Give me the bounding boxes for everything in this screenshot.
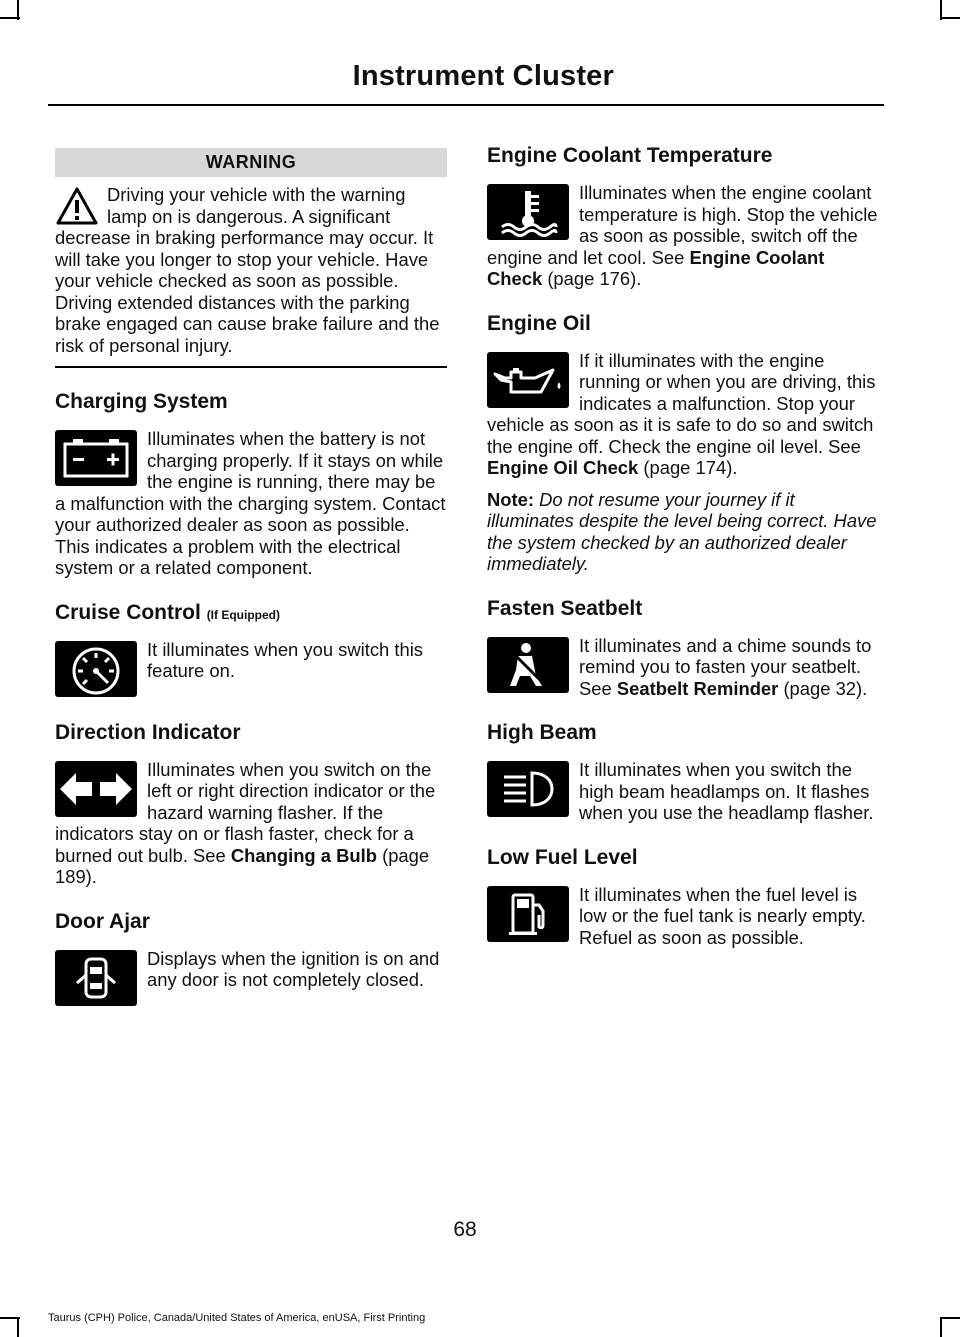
- section-fasten-seatbelt: [487, 597, 879, 700]
- crop-mark: [17, 1317, 19, 1337]
- right-column: [487, 144, 879, 948]
- warning-label: WARNING: [55, 148, 447, 177]
- coolant-thermometer-icon: [487, 184, 569, 240]
- speedometer-icon: [55, 641, 137, 697]
- section-text: It illuminates when the fuel level is low or the fuel tank is nearly empty. Refuel as soon as possible.: [579, 883, 866, 948]
- section-text: If it illuminates with the engine running or when you are driving, this indicates a malfunction. Stop your vehicle as soon as it is safe to do so and switch the engine off. Check the engine oil level. See: [487, 349, 876, 457]
- left-column: [55, 148, 447, 1008]
- section-title: Direction Indicator: [55, 720, 241, 744]
- section-engine-oil: [487, 312, 879, 575]
- crop-mark: [940, 17, 960, 19]
- crop-mark: [940, 1317, 942, 1337]
- door-ajar-icon: [55, 950, 137, 1006]
- page-reference: (page 176).: [542, 268, 642, 289]
- section-high-beam: [487, 721, 879, 824]
- page-reference: (page 32).: [778, 677, 868, 699]
- section-engine-coolant-temperature: [487, 144, 879, 290]
- section-text: Illuminates when the engine coolant temperature is high. Stop the vehicle as soon as possible, switch off the engine and let cool. See: [487, 182, 878, 268]
- warning-box: [55, 184, 447, 356]
- section-text: Illuminates when the battery is not charging properly. If it stays on while the engine is running, there may be a malfunction with the charging system. Contact your authorized dealer as soon as possible. This indicates a problem with the electrical system or a related component.: [55, 428, 446, 578]
- fuel-pump-icon: [487, 886, 569, 942]
- section-title-text: Cruise Control: [55, 600, 201, 624]
- high-beam-icon: [487, 761, 569, 817]
- page-title: Instrument Cluster: [352, 60, 614, 92]
- header-rule: [48, 104, 884, 106]
- note-text: Do not resume your journey if it illuminates despite the level being correct. Have the system checked by an authorized dealer immediately.: [487, 488, 877, 574]
- section-title: Charging System: [55, 390, 228, 413]
- section-text: It illuminates when you switch this feature on.: [147, 638, 423, 681]
- section-door-ajar: [55, 910, 447, 1008]
- warning-text: Driving your vehicle with the warning lamp on is dangerous. A significant decrease in braking performance may occur. It will take you longer to stop your vehicle. Have your vehicle checked as soon as possible. Driving extended distances with the parking brake engaged can cause brake failure and the risk of personal injury.: [55, 184, 440, 356]
- crop-mark: [0, 17, 20, 19]
- note-label: Note:: [487, 488, 534, 510]
- battery-icon: [55, 430, 137, 486]
- cross-reference-link[interactable]: Engine Coolant Check: [487, 246, 825, 289]
- page-reference: (page 189).: [55, 844, 430, 887]
- section-title: High Beam: [487, 721, 597, 744]
- section-direction-indicator: [55, 721, 447, 888]
- section-title: Low Fuel Level: [487, 845, 638, 869]
- section-charging-system: [55, 390, 447, 579]
- section-text: Illuminates when you switch on the left or right direction indicator or the hazard warning flasher. If the indicators stay on or flash faster, check for a burned out bulb. See: [55, 758, 436, 866]
- section-title: Engine Coolant Temperature: [487, 144, 773, 167]
- cross-reference-link[interactable]: Changing a Bulb: [230, 844, 377, 866]
- seatbelt-icon: [487, 637, 569, 693]
- section-title: Door Ajar: [55, 909, 150, 933]
- note: [487, 489, 879, 575]
- crop-mark: [0, 1317, 20, 1319]
- warning-triangle-icon: [55, 186, 99, 226]
- crop-mark: [940, 1317, 960, 1319]
- section-cruise-control: [55, 601, 447, 699]
- section-qualifier: (If Equipped): [206, 607, 281, 622]
- warning-rule: [55, 366, 447, 368]
- section-text: It illuminates when you switch the high beam headlamps on. It flashes when you use the headlamp flasher.: [579, 759, 874, 823]
- footer-text: Taurus (CPH) Police, Canada/United States of America, enUSA, First Printing: [48, 1312, 426, 1324]
- section-text: Displays when the ignition is on and any door is not completely closed.: [147, 947, 440, 990]
- section-title: Fasten Seatbelt: [487, 596, 643, 620]
- cross-reference-link[interactable]: Engine Oil Check: [487, 457, 639, 478]
- page-number: 68: [453, 1218, 477, 1241]
- section-low-fuel-level: [487, 846, 879, 949]
- section-text: It illuminates and a chime sounds to remind you to fasten your seatbelt. See: [579, 634, 872, 699]
- cross-reference-link[interactable]: Seatbelt Reminder: [616, 677, 779, 699]
- direction-arrows-icon: [55, 761, 137, 817]
- section-title: Engine Oil: [487, 311, 591, 335]
- oil-can-icon: [487, 352, 569, 408]
- page-reference: (page 174).: [638, 457, 738, 478]
- section-title: [55, 601, 447, 625]
